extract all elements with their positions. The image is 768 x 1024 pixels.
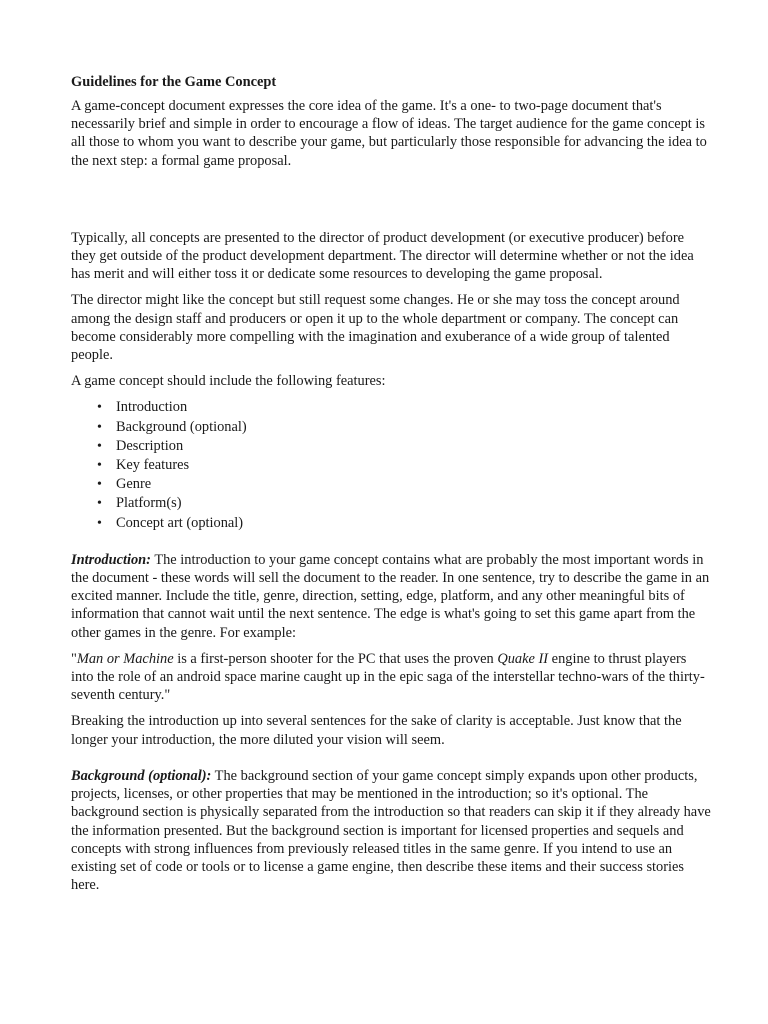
document-title: Guidelines for the Game Concept (71, 74, 277, 90)
paragraph-breaking: Breaking the introduction up into several sentences for the sake of clarity is acceptable. Just know that the longer your introduction, the more diluted your vision will seem. (71, 713, 682, 748)
list-item: • Concept art (optional) (71, 514, 711, 533)
section-lead-introduction: Introduction: (71, 551, 151, 568)
bullet-icon: • (97, 477, 102, 493)
paragraph-background: Background (optional): The background section of your game concept simply expands upon other products, projects, licenses, or other properties that may be mentioned in the introduction; so it's optional. The background section is physically separated from the introduction so that readers can skip it if they already have the information presented. But the background section is important for licensed properties and sequels and concepts with strong influences from previously released titles in the same genre. If you intend to use an existing set of code or tools or to license a game engine, then describe these items and their success stories here. (71, 767, 711, 894)
paragraph-features-intro: A game concept should include the following features: (71, 373, 386, 390)
paragraph-example-quote: "Man or Machine is a first-person shooter for the PC that uses the proven Quake II engine to thrust players into the role of an android space marine caught up in the epic saga of the interstellar techno-wars of the thirty-seventh century." (71, 650, 705, 704)
list-item: • Description (71, 437, 711, 456)
list-item: • Genre (71, 475, 711, 494)
list-item: • Introduction (71, 398, 711, 417)
spacer (71, 541, 711, 551)
paragraph-overview: A game-concept document expresses the core idea of the game. It's a one- to two-page document that's necessarily brief and simple in order to encourage a flow of ideas. The target audience for the game concept is all those to whom you want to describe your game, but particularly those responsible for advancing the idea to the next step: a formal game proposal. (71, 98, 707, 169)
paragraph-director: Typically, all concepts are presented to the director of product development (or executive producer) before they get outside of the product development department. The director will determine whether or not the idea has merit and will either toss it or dedicate some resources to developing the game proposal. (71, 229, 694, 283)
spacer (71, 178, 711, 229)
bullet-icon: • (97, 458, 102, 474)
list-item: • Platform(s) (71, 494, 711, 513)
list-item: • Background (optional) (71, 418, 711, 437)
list-item: • Key features (71, 456, 711, 475)
section-lead-background: Background (optional): (71, 767, 212, 784)
bullet-icon: • (97, 438, 102, 454)
paragraph-introduction: Introduction: The introduction to your game concept contains what are probably the most important words in the document - these words will sell the document to the reader. In one sentence, try to describe the game in an excited manner. Include the title, genre, direction, setting, edge, platform, and any other meaningful bits of information that cannot wait until the next sentence. The edge is what's going to set this game apart from the other games in the genre. For example: (71, 551, 710, 641)
spacer (71, 757, 711, 767)
bullet-icon: • (97, 419, 102, 435)
features-list (71, 398, 711, 532)
document-page (71, 73, 711, 902)
paragraph-changes: The director might like the concept but still request some changes. He or she may toss the concept around among the design staff and producers or open it up to the whole department or company. The concept can become considerably more compelling with the imagination and exuberance of a wide group of talented people. (71, 292, 680, 364)
game-title: Man or Machine (76, 650, 174, 667)
bullet-icon: • (97, 496, 102, 512)
engine-name: Quake II (497, 650, 549, 667)
bullet-icon: • (97, 400, 102, 416)
bullet-icon: • (97, 515, 102, 531)
